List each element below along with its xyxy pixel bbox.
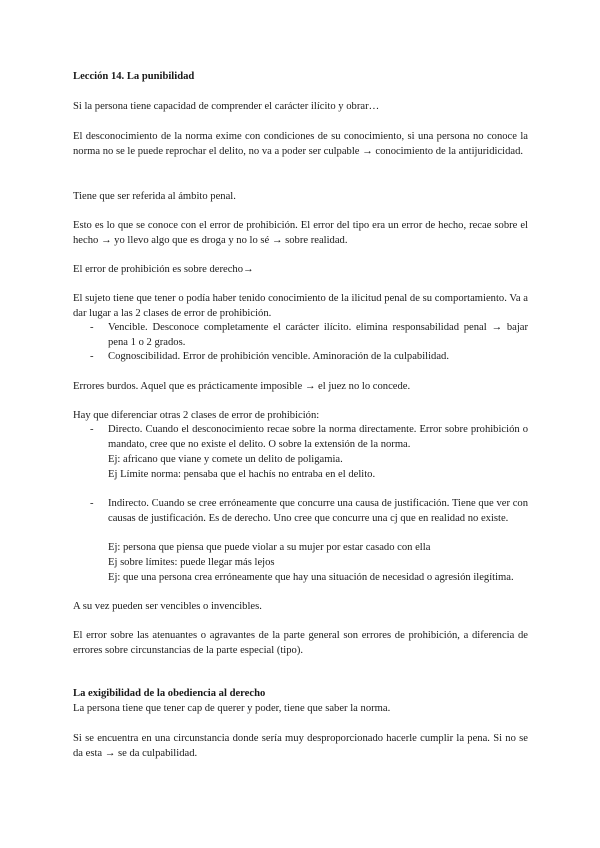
list-dash: - — [90, 322, 94, 333]
paragraph: El sujeto tiene que tener o podía haber tenido conocimiento de la ilicitud penal de su comportamiento. Va a dar lugar a las 2 clases de error de prohibición. — [73, 293, 528, 319]
list-item-text: Directo. Cuando el desconocimiento recae sobre la norma directamente. Error sobre prohibición o mandato, cree que no existe el delito. O sobre la extensión de la norma. — [108, 424, 528, 450]
paragraph: El error sobre las atenuantes o agravantes de la parte general son errores de prohibición, a diferencia de errores sobre circunstancias de la parte especial (tipo). — [73, 630, 528, 656]
example-line: Ej: persona que piensa que puede violar a su mujer por estar casado con ella — [108, 542, 431, 553]
example-line: Ej Límite norma: pensaba que el hachís no entraba en el delito. — [108, 469, 376, 480]
paragraph: El error de prohibición es sobre derecho→ — [73, 264, 254, 275]
list-item-text: Vencible. Desconoce completamente el carácter ilícito. elimina responsabilidad penal → bajar pena 1 o 2 grados. — [108, 322, 528, 348]
example-line: Ej: que una persona crea erróneamente que hay una situación de necesidad o agresión ilegítima. — [108, 572, 514, 583]
example-line: Ej sobre límites: puede llegar más lejos — [108, 557, 275, 568]
paragraph: Si la persona tiene capacidad de comprender el carácter ilícito y obrar… — [73, 101, 380, 112]
section-heading: La exigibilidad de la obediencia al derecho — [73, 688, 266, 699]
paragraph: La persona tiene que tener cap de querer y poder, tiene que saber la norma. — [73, 703, 391, 714]
list-item-text: Cognoscibilidad. Error de prohibición vencible. Aminoración de la culpabilidad. — [108, 351, 449, 362]
paragraph: Tiene que ser referida al ámbito penal. — [73, 191, 236, 202]
list-dash: - — [90, 424, 94, 435]
paragraph: Hay que diferenciar otras 2 clases de error de prohibición: — [73, 410, 320, 421]
list-dash: - — [90, 498, 94, 509]
paragraph: Si se encuentra en una circunstancia donde sería muy desproporcionado hacerle cumplir la pena. Si no se da esta → se da culpabilidad. — [73, 733, 528, 759]
page-title: Lección 14. La punibilidad — [73, 71, 195, 82]
example-line: Ej: africano que viane y comete un delito de poligamia. — [108, 454, 343, 465]
paragraph: El desconocimiento de la norma exime con condiciones de su conocimiento, si una persona no conoce la norma no se le puede reprochar el delito, no va a poder ser culpable → conocimiento de la antijuridicidad. — [73, 131, 528, 157]
list-dash: - — [90, 351, 94, 362]
paragraph: A su vez pueden ser vencibles o invencibles. — [73, 601, 262, 612]
paragraph: Errores burdos. Aquel que es prácticamente imposible → el juez no lo concede. — [73, 381, 411, 392]
list-item-text: Indirecto. Cuando se cree erróneamente que concurre una causa de justificación. Tiene que ver con causas de justificación. Es de derecho. Uno cree que concurre una cj que en realidad no existe. — [108, 498, 528, 524]
paragraph: Esto es lo que se conoce con el error de prohibición. El error del tipo era un error de hecho, recae sobre el hecho → yo llevo algo que es droga y no lo sé → sobre realidad. — [73, 220, 528, 246]
